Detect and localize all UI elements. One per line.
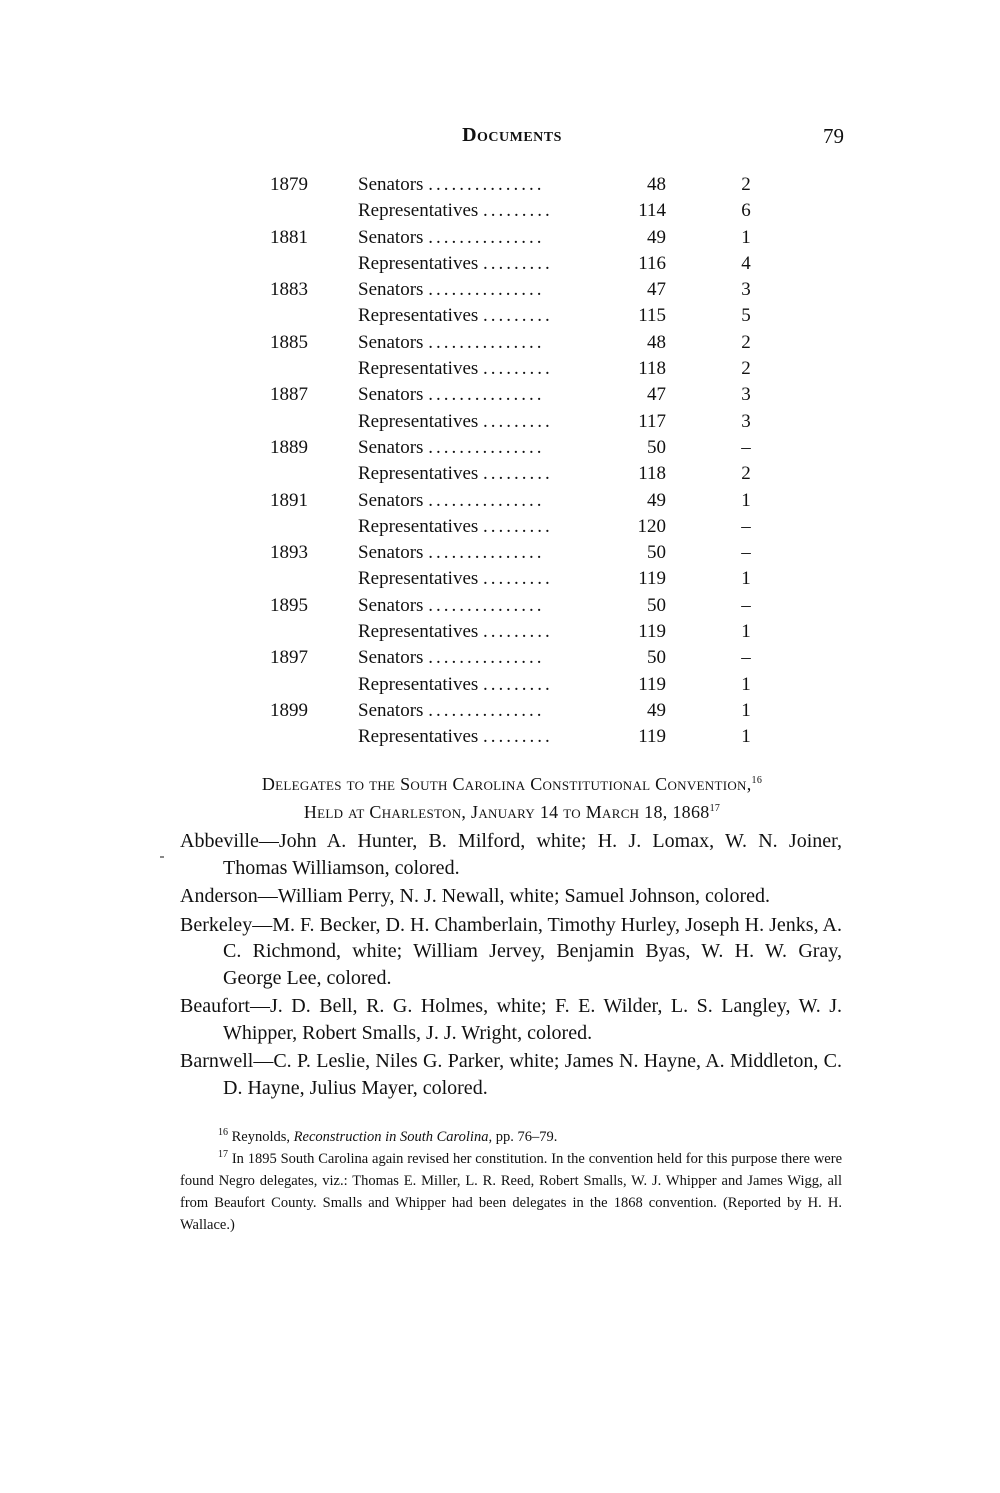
- leader-dots: .........: [483, 252, 553, 274]
- total-count: 50: [616, 435, 666, 461]
- table-row: [0, 514, 1000, 540]
- table-row: [0, 724, 1000, 750]
- table-row: [0, 645, 1000, 671]
- negro-count: 3: [741, 384, 751, 406]
- leader-dots: .........: [483, 515, 553, 537]
- table-row: [0, 435, 1000, 461]
- negro-count: 2: [741, 331, 751, 353]
- county-name: Berkeley: [180, 913, 253, 936]
- delegate-entry: [180, 883, 842, 910]
- chamber-label: Representatives .........: [358, 463, 553, 485]
- chamber-label: Representatives .........: [358, 252, 553, 274]
- chamber-label: Senators ...............: [358, 226, 545, 248]
- total-count: 47: [616, 277, 666, 303]
- table-row: [0, 698, 1000, 724]
- chamber-label: Representatives .........: [358, 358, 553, 380]
- delegate-names: —William Perry, N. J. Newall, white; Samuel Johnson, colored.: [257, 885, 771, 907]
- year-cell: 1879: [270, 174, 308, 195]
- chamber-label: Senators ...............: [358, 436, 545, 458]
- negro-count: 1: [741, 489, 751, 511]
- total-count: 50: [616, 645, 666, 671]
- negro-count: 1: [741, 673, 751, 695]
- running-head-title: Documents: [462, 124, 562, 146]
- total-count: 50: [616, 593, 666, 619]
- total-count: 48: [616, 172, 666, 198]
- negro-count: 1: [741, 726, 751, 748]
- leader-dots: ...............: [428, 489, 545, 511]
- leader-dots: ...............: [428, 436, 545, 458]
- leader-dots: ...............: [428, 699, 545, 721]
- chamber-label: Representatives .........: [358, 410, 553, 432]
- table-row: [0, 461, 1000, 487]
- total-count: 117: [616, 409, 666, 435]
- table-row: [0, 330, 1000, 356]
- table-row: [0, 198, 1000, 224]
- negro-count: –: [741, 647, 751, 669]
- delegate-names: —John A. Hunter, B. Milford, white; H. J. Lomax, W. N. Joiner, Thomas Williamson, colored.: [223, 830, 842, 879]
- total-count: 49: [616, 488, 666, 514]
- leader-dots: ...............: [428, 331, 545, 353]
- table-row: [0, 566, 1000, 592]
- delegate-names: —C. P. Leslie, Niles G. Parker, white; James N. Hayne, A. Middleton, C. D. Hayne, Julius Mayer, colored.: [223, 1050, 842, 1099]
- section-heading: [180, 770, 844, 826]
- chamber-label: Senators ...............: [358, 594, 545, 616]
- total-count: 49: [616, 225, 666, 251]
- delegate-entry: [180, 993, 842, 1046]
- negro-count: –: [741, 542, 751, 564]
- leader-dots: ...............: [428, 279, 545, 301]
- total-count: 116: [616, 251, 666, 277]
- chamber-label: Senators ...............: [358, 647, 545, 669]
- table-row: [0, 303, 1000, 329]
- negro-count: 4: [741, 252, 751, 274]
- negro-count: 1: [741, 699, 751, 721]
- total-count: 118: [616, 461, 666, 487]
- leader-dots: .........: [483, 410, 553, 432]
- running-head: [180, 124, 844, 152]
- negro-count: –: [741, 436, 751, 458]
- chamber-label: Representatives .........: [358, 568, 553, 590]
- total-count: 114: [616, 198, 666, 224]
- leader-dots: ...............: [428, 594, 545, 616]
- table-row: [0, 382, 1000, 408]
- table-row: [0, 356, 1000, 382]
- total-count: 50: [616, 540, 666, 566]
- year-cell: 1885: [270, 331, 308, 353]
- year-cell: 1895: [270, 594, 308, 616]
- delegate-names: —J. D. Bell, R. G. Holmes, white; F. E. Wilder, L. S. Langley, W. J. Whipper, Robert Smalls, J. J. Wright, colored.: [223, 995, 842, 1044]
- footnote-17: $^{17}$ In 1895 South Carolina again revised her constitution. In the convention held for this purpose there were found Negro delegates, viz.: Thomas E. Miller, L. R. Reed, Robert Smalls, W. J. Whipper and James Wigg, all from Beaufort County. Smalls and Whipper had been delegates in the 1868 convention. (Reported by H. H. Wallace.): [180, 1149, 843, 1233]
- table-row: [0, 251, 1000, 277]
- total-count: 120: [616, 514, 666, 540]
- page-number: 79: [823, 124, 844, 148]
- chamber-label: Representatives .........: [358, 200, 553, 222]
- total-count: 115: [616, 303, 666, 329]
- chamber-label: Senators ...............: [358, 489, 545, 511]
- legislature-table: [0, 172, 1000, 751]
- table-row: [0, 172, 1000, 198]
- total-count: 119: [616, 566, 666, 592]
- negro-count: 5: [741, 305, 751, 327]
- year-cell: 1899: [270, 699, 308, 721]
- footnotes: [180, 1126, 842, 1236]
- negro-count: 3: [741, 279, 751, 301]
- leader-dots: ...............: [428, 174, 545, 195]
- chamber-label: Senators ...............: [358, 174, 545, 195]
- chamber-label: Senators ...............: [358, 699, 545, 721]
- delegate-names: —M. F. Becker, D. H. Chamberlain, Timothy Hurley, Joseph H. Jenks, A. C. Richmond, white; William Jervey, Benjamin Byas, W. H. W. Gray, George Lee, colored.: [223, 913, 842, 989]
- negro-count: 1: [741, 226, 751, 248]
- footnote-16: $^{16}$ Reynolds, Reconstruction in South Carolina, pp. 76–79.: [218, 1127, 558, 1145]
- delegate-list: [180, 828, 842, 1103]
- leader-dots: ...............: [428, 647, 545, 669]
- negro-count: 6: [741, 200, 751, 222]
- footnote-ref-16: 16: [751, 775, 763, 786]
- negro-count: 2: [741, 174, 751, 195]
- section-heading-line-1: Delegates to the South Carolina Constitutional Convention,$^{16}$: [261, 774, 763, 794]
- negro-count: 1: [741, 568, 751, 590]
- total-count: 47: [616, 382, 666, 408]
- total-count: 119: [616, 724, 666, 750]
- county-name: Abbeville: [180, 830, 259, 852]
- footnote-ref-17: 17: [709, 803, 721, 814]
- chamber-label: Senators ...............: [358, 384, 545, 406]
- leader-dots: ...............: [428, 384, 545, 406]
- year-cell: 1887: [270, 384, 308, 406]
- negro-count: 1: [741, 621, 751, 643]
- county-name: Barnwell: [180, 1050, 254, 1072]
- leader-dots: .........: [483, 305, 553, 327]
- leader-dots: .........: [483, 200, 553, 222]
- leader-dots: .........: [483, 358, 553, 380]
- table-row: [0, 672, 1000, 698]
- table-row: [0, 488, 1000, 514]
- negro-count: 3: [741, 410, 751, 432]
- table-row: [0, 593, 1000, 619]
- leader-dots: .........: [483, 463, 553, 485]
- margin-mark: [160, 856, 164, 858]
- total-count: 118: [616, 356, 666, 382]
- year-cell: 1897: [270, 647, 308, 669]
- leader-dots: .........: [483, 568, 553, 590]
- year-cell: 1889: [270, 436, 308, 458]
- leader-dots: .........: [483, 726, 553, 748]
- delegate-entry: [180, 1048, 842, 1101]
- table-row: [0, 409, 1000, 435]
- county-name: Beaufort: [180, 995, 250, 1017]
- delegate-entry: [180, 912, 842, 992]
- negro-count: –: [741, 594, 751, 616]
- year-cell: 1891: [270, 489, 308, 511]
- chamber-label: Representatives .........: [358, 305, 553, 327]
- table-row: [0, 619, 1000, 645]
- year-cell: 1893: [270, 542, 308, 564]
- negro-count: 2: [741, 358, 751, 380]
- chamber-label: Senators ...............: [358, 331, 545, 353]
- chamber-label: Representatives .........: [358, 673, 553, 695]
- total-count: 48: [616, 330, 666, 356]
- chamber-label: Representatives .........: [358, 621, 553, 643]
- table-row: [0, 225, 1000, 251]
- leader-dots: .........: [483, 621, 553, 643]
- negro-count: 2: [741, 463, 751, 485]
- total-count: 119: [616, 619, 666, 645]
- table-row: [0, 277, 1000, 303]
- negro-count: –: [741, 515, 751, 537]
- chamber-label: Representatives .........: [358, 726, 553, 748]
- chamber-label: Senators ...............: [358, 279, 545, 301]
- chamber-label: Senators ...............: [358, 542, 545, 564]
- chamber-label: Representatives .........: [358, 515, 553, 537]
- leader-dots: .........: [483, 673, 553, 695]
- leader-dots: ...............: [428, 226, 545, 248]
- delegate-entry: [180, 828, 842, 881]
- table-row: [0, 540, 1000, 566]
- total-count: 119: [616, 672, 666, 698]
- section-heading-line-2: Held at Charleston, January 14 to March 18, 1868$^{17}$: [303, 802, 721, 822]
- leader-dots: ...............: [428, 542, 545, 564]
- year-cell: 1881: [270, 226, 308, 248]
- total-count: 49: [616, 698, 666, 724]
- year-cell: 1883: [270, 279, 308, 301]
- county-name: Anderson: [180, 885, 258, 907]
